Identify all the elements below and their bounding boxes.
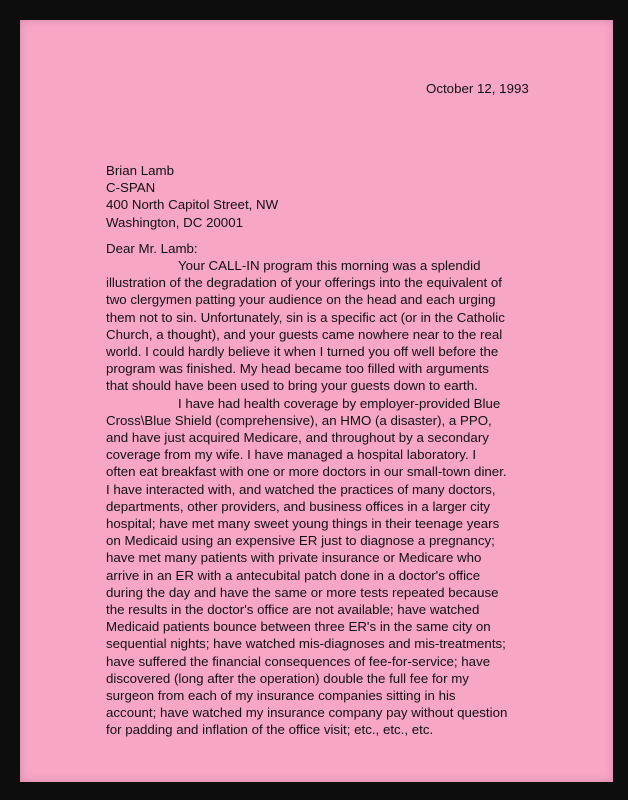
paragraph-line: during the day and have the same or more tests repeated because [106, 584, 499, 600]
address-line: 400 North Capitol Street, NW [106, 197, 279, 213]
paragraph-line: account; have watched my insurance company pay without question [106, 705, 508, 721]
address-line: C-SPAN [106, 180, 156, 196]
paragraph-line: Cross\Blue Shield (comprehensive), an HMO (a disaster), a PPO, [106, 412, 492, 428]
paragraph-line: Medicaid patients bounce between three ER's in the same city on [106, 619, 491, 635]
address-line: Brian Lamb [106, 163, 174, 178]
paragraph-line: arrive in an ER with a antecubital patch done in a doctor's office [106, 567, 481, 583]
paragraph-line: departments, other providers, and business offices in a larger city [106, 498, 491, 514]
paragraph-line: discovered (long after the operation) double the full fee for my [106, 670, 469, 686]
paragraph-line: them not to sin. Unfortunately, sin is a specific act (or in the Catholic [106, 309, 505, 325]
paragraph-line: world. I could hardly believe it when I turned you off well before the [106, 344, 499, 360]
paragraph-line: often eat breakfast with one or more doctors in our small-town diner. [106, 464, 507, 480]
salutation: Dear Mr. Lamb: [106, 241, 198, 256]
paragraph-line: two clergymen patting your audience on the head and each urging [106, 292, 496, 308]
paragraph-line: have suffered the financial consequences of fee-for-service; have [106, 653, 491, 669]
paragraph-line: program was finished. My head became too filled with arguments [106, 361, 489, 377]
paragraph-line: for padding and inflation of the office visit; etc., etc., etc. [106, 722, 434, 738]
paragraph-line: hospital; have met many sweet young things in their teenage years [106, 516, 500, 532]
letter-page [20, 20, 613, 782]
paragraph-line: have met many patients with private insurance or Medicare who [106, 550, 482, 566]
paragraph-line: the results in the doctor's office are not available; have watched [106, 602, 480, 618]
paragraph-line: coverage from my wife. I have managed a hospital laboratory. I [106, 447, 477, 463]
paragraph-line: illustration of the degradation of your offerings into the equivalent of [106, 275, 502, 291]
paragraph-line: I have interacted with, and watched the practices of many doctors, [106, 481, 496, 497]
address-line: Washington, DC 20001 [106, 214, 243, 230]
paragraph-line: Church, a thought), and your guests came nowhere near to the real [106, 326, 503, 342]
letter-date: October 12, 1993 [426, 81, 529, 96]
recipient-address [106, 162, 278, 231]
paragraph-line: surgeon from each of my insurance companies sitting in his [106, 688, 456, 704]
paragraph-line: Your CALL-IN program this morning was a splendid [178, 258, 481, 273]
paragraph-line: that should have been used to bring your guests down to earth. [106, 378, 478, 394]
letter-body [106, 257, 507, 739]
paragraph-line: I have had health coverage by employer-provided Blue [178, 395, 501, 411]
paragraph-line: on Medicaid using an expensive ER just to diagnose a pregnancy; [106, 533, 495, 549]
paragraph-line: sequential nights; have watched mis-diagnoses and mis-treatments; [106, 636, 506, 652]
paragraph-line: and have just acquired Medicare, and throughout by a secondary [106, 430, 489, 446]
